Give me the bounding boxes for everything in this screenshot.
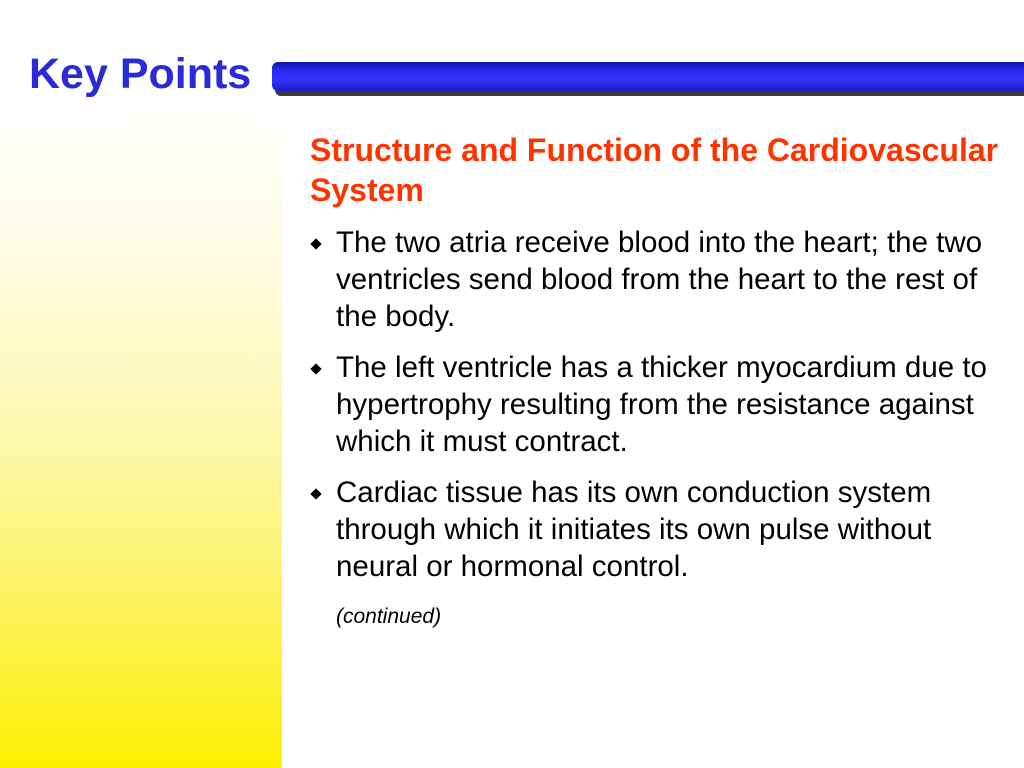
bullet-text: Cardiac tissue has its own conduction system through which it initiates its own pulse without neural or hormonal control. (336, 476, 932, 583)
bullet-text: The left ventricle has a thicker myocardium due to hypertrophy resulting from the resistance against which it must contract. (336, 351, 987, 458)
diamond-bullet-icon (310, 238, 321, 249)
slide-subtitle: Structure and Function of the Cardiovascular System (310, 132, 999, 208)
diamond-bullet-icon (310, 363, 321, 374)
slide-content (310, 130, 1010, 629)
bullet-item (310, 224, 1010, 335)
title-bar-decoration (272, 62, 1024, 91)
bullet-text: The two atria receive blood into the heart; the two ventricles send blood from the heart to the rest of the body. (336, 226, 983, 333)
diamond-bullet-icon (310, 488, 321, 499)
yellow-side-panel (0, 105, 282, 768)
bullet-item (310, 349, 1010, 460)
bullet-list (310, 224, 1010, 585)
continued-note: (continued) (336, 605, 442, 628)
slide-title: Key Points (29, 50, 252, 98)
bullet-item (310, 474, 1010, 585)
